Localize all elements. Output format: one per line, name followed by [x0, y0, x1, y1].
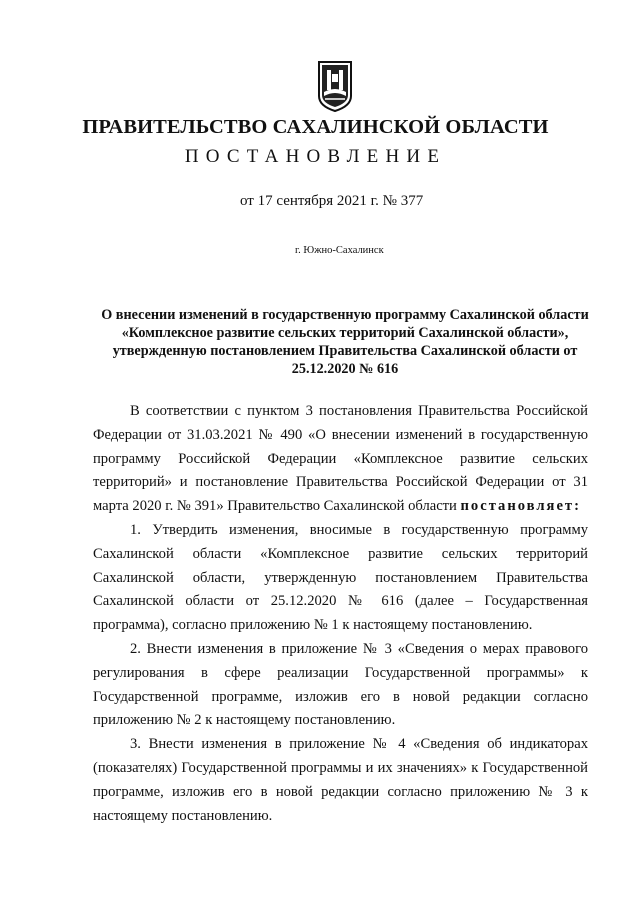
- item-paragraph-1: 1. Утвердить изменения, вносимые в государственную программу Сахалинской области «Комплексное развитие сельских территорий Сахалинской области, утвержденную постановлением Правительства Сахалинской области от 25.12.2020 № 616 (далее – Государственная программа), согласно приложению № 1 к настоящему постановлению.: [93, 521, 588, 634]
- document-date-number: от 17 сентября 2021 г. № 377: [240, 193, 424, 209]
- coat-of-arms-emblem: [315, 56, 355, 112]
- item-paragraph-3: 3. Внести изменения в приложение № 4 «Сведения об индикаторах (показателях) Государственной программы и их значениях» к Государственной программе, изложив его в новой редакции согласно приложению № 3 к настоящему постановлению.: [93, 736, 588, 824]
- item-paragraph-2: 2. Внести изменения в приложение № 3 «Сведения о мерах правового регулирования в сфере реализации Государственной программы» к Государственной программе, изложив его в новой редакции согласно приложению № 2 к настоящему постановлению.: [93, 640, 588, 729]
- document-type: ПОСТАНОВЛЕНИЕ: [184, 146, 447, 167]
- resolves-word: постановляет:: [460, 498, 581, 515]
- document-subject: О внесении изменений в государственную программу Сахалинской области «Комплексное развитие сельских территорий Сахалинской области», утвержденную постановлением Правительства Сахалинской области от 25.12.2020 № 616: [101, 307, 589, 377]
- preamble-paragraph: [93, 400, 588, 519]
- document-body: [93, 400, 588, 828]
- preamble-text: В соответствии с пунктом 3 постановления Правительства Российской Федерации от 31.03.2021 № 490 «О внесении изменений в государственную программу Российской Федерации «Комплексное развитие сельских территорий» и постановление Правительства Российской Федерации от 31 марта 2020 г. № 391» Правительство Сахалинской области: [93, 403, 588, 515]
- document-city: г. Южно-Сахалинск: [295, 245, 384, 256]
- organization-title: ПРАВИТЕЛЬСТВО САХАЛИНСКОЙ ОБЛАСТИ: [82, 116, 549, 138]
